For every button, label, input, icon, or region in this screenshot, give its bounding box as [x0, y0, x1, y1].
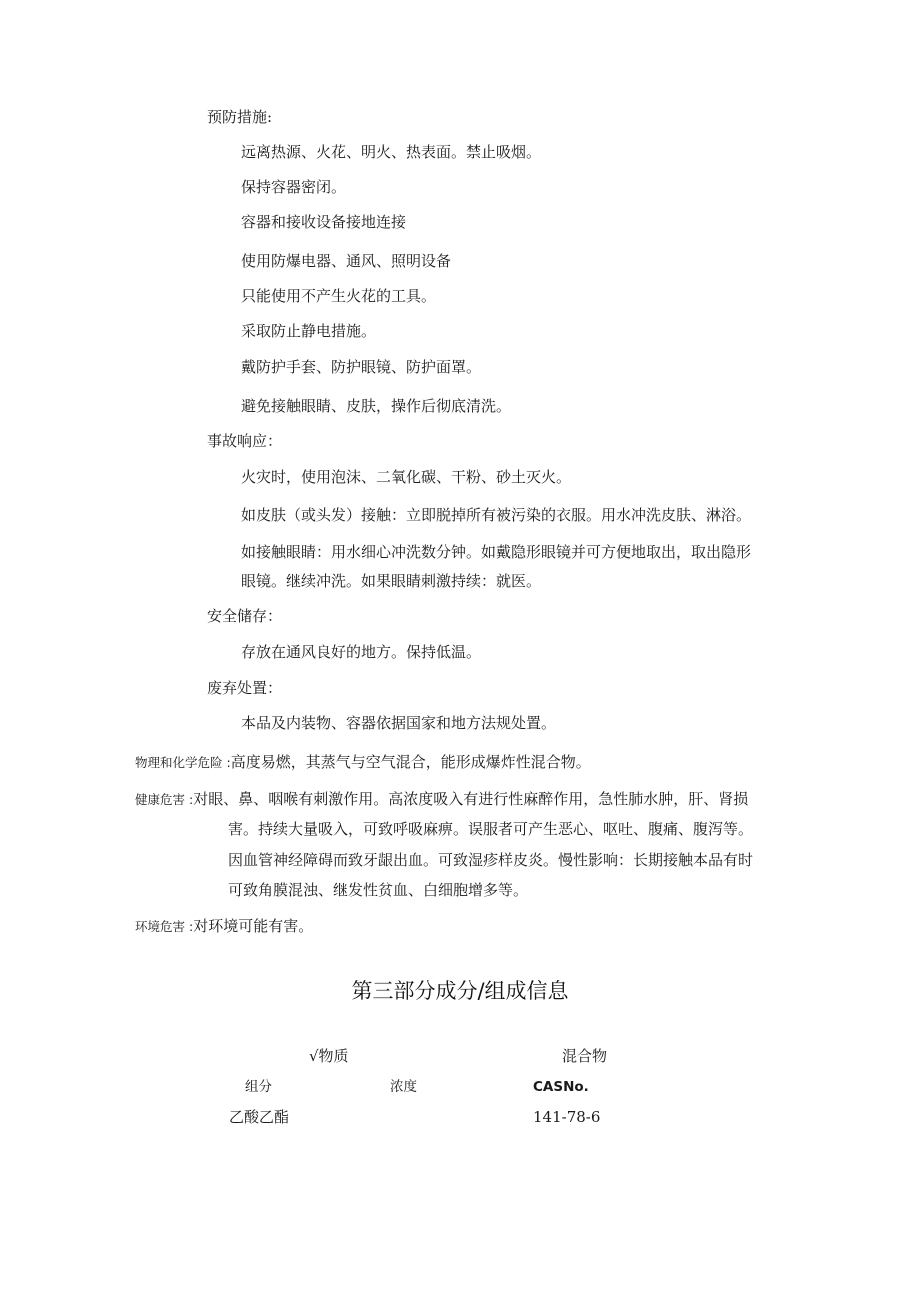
- storage-heading: 安全储存：: [207, 607, 283, 625]
- prevention-heading: 预防措施:: [207, 108, 273, 126]
- prevention-item: 采取防止静电措施。: [241, 322, 377, 340]
- response-heading: 事故响应：: [207, 432, 283, 450]
- disposal-heading: 废弃处置：: [207, 679, 283, 697]
- health-hazard-line: 可致角膜混浊、继发性贫血、白细胞增多等。: [228, 881, 529, 899]
- prevention-item: 使用防爆电器、通风、照明设备: [241, 252, 452, 270]
- cas-number-cell: 141-78-6: [533, 1108, 601, 1126]
- health-hazard-line: 害。持续大量吸入，可致呼吸麻痹。误服者可产生恶心、呕吐、腹痛、腹泻等。: [228, 820, 754, 838]
- physical-hazard-row: [135, 752, 591, 773]
- prevention-item: 保持容器密闭。: [241, 178, 347, 196]
- column-header-cas: CASNo.: [533, 1079, 589, 1095]
- storage-item: 存放在通风良好的地方。保持低温。: [241, 643, 482, 661]
- component-name-cell: 乙酸乙酯: [229, 1108, 290, 1126]
- env-hazard-text: 对环境可能有害。: [193, 917, 314, 935]
- mixture-option: 混合物: [562, 1047, 608, 1065]
- response-item: 如接触眼睛：用水细心冲洗数分钟。如戴隐形眼镜并可方便地取出，取出隐形: [241, 543, 752, 561]
- response-item: 眼镜。继续冲洗。如果眼睛刺激持续：就医。: [241, 572, 542, 590]
- prevention-item: 只能使用不产生火花的工具。: [241, 287, 437, 305]
- column-header-component: 组分: [245, 1079, 272, 1095]
- substance-option: √物质: [309, 1047, 349, 1065]
- health-hazard-line: 对眼、鼻、咽喉有刺激作用。高浓度吸入有进行性麻醉作用，急性肺水肿，肝、肾损: [193, 790, 749, 808]
- health-hazard-line: 因血管神经障碍而致牙龈出血。可致湿疹样皮炎。慢性影响：长期接触本品有时: [228, 851, 754, 869]
- prevention-item: 戴防护手套、防护眼镜、防护面罩。: [241, 358, 482, 376]
- physical-hazard-text: 高度易燃，其蒸气与空气混合，能形成爆炸性混合物。: [230, 753, 591, 771]
- health-hazard-row: [135, 789, 748, 810]
- env-hazard-row: [135, 916, 313, 937]
- response-item: 火灾时，使用泡沫、二氧化碳、干粉、砂土灭火。: [241, 468, 572, 486]
- health-hazard-label: 健康危害 :: [135, 792, 194, 807]
- section3-title: 第三部分成分/组成信息: [351, 979, 569, 1003]
- column-header-concentration: 浓度: [390, 1079, 417, 1095]
- env-hazard-label: 环境危害 :: [135, 919, 194, 934]
- response-item: 如皮肤（或头发）接触：立即脱掉所有被污染的衣服。用水冲洗皮肤、淋浴。: [241, 506, 752, 524]
- prevention-item: 容器和接收设备接地连接: [241, 213, 407, 231]
- disposal-item: 本品及内装物、容器依据国家和地方法规处置。: [241, 714, 557, 732]
- prevention-item: 避免接触眼睛、皮肤，操作后彻底清洗。: [241, 397, 512, 415]
- prevention-item: 远离热源、火花、明火、热表面。禁止吸烟。: [241, 143, 542, 161]
- physical-hazard-label: 物理和化学危险 :: [135, 755, 231, 770]
